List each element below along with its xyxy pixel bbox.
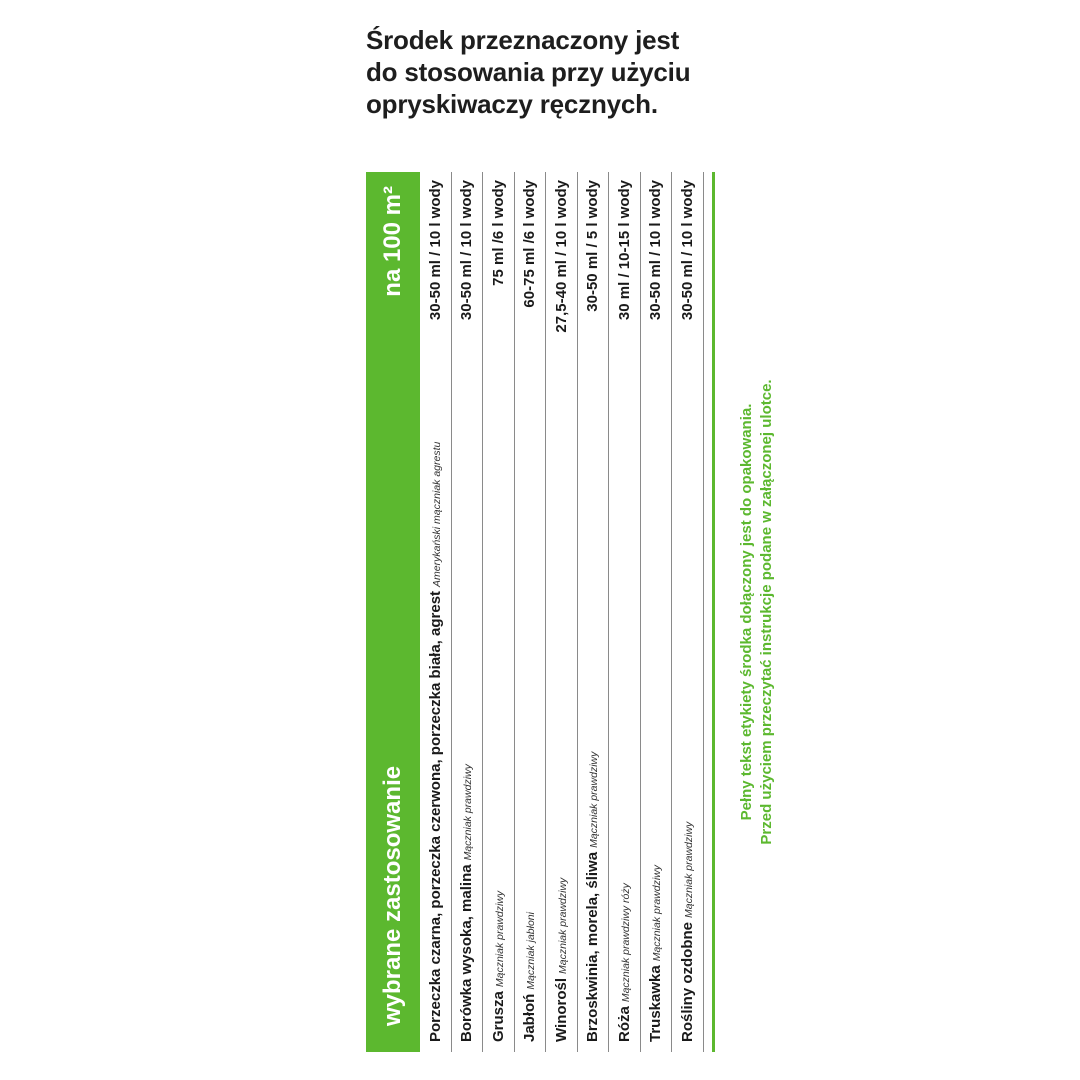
row-disease: Mączniak prawdziwy	[556, 877, 569, 974]
heading-line-3: opryskiwaczy ręcznych.	[366, 89, 658, 119]
row-crop: WinoroślMączniak prawdziwy	[552, 877, 570, 1042]
row-crop: Borówka wysoka, malinaMączniak prawdziwy	[458, 764, 476, 1042]
row-crop: TruskawkaMączniak prawdziwy	[647, 865, 665, 1042]
table-row	[483, 172, 515, 1052]
row-disease: Mączniak prawdziwy	[682, 821, 695, 918]
table-row	[546, 172, 578, 1052]
row-crop: Rośliny ozdobneMączniak prawdziwy	[678, 821, 696, 1042]
note-line-2: Przed użyciem przeczytać instrukcje podane w załączonej ulotce.	[757, 379, 775, 845]
row-disease: Mączniak prawdziwy	[493, 890, 506, 988]
row-dose: 60-75 ml /6 l wody	[521, 180, 539, 308]
row-crop: JabłońMączniak jabłoni	[521, 912, 539, 1042]
row-dose: 30-50 ml / 10 l wody	[458, 180, 476, 321]
row-crop: GruszaMączniak prawdziwy	[489, 890, 507, 1042]
row-disease: Mączniak prawdziwy	[588, 751, 601, 848]
row-disease: Mączniak prawdziwy	[462, 764, 475, 861]
table-row	[420, 172, 452, 1052]
row-dose: 30-50 ml / 10 l wody	[426, 180, 444, 321]
header-dose: na 100 m²	[379, 186, 406, 297]
table-row	[515, 172, 547, 1052]
row-crop: Porzeczka czarna, porzeczka czerwona, porzeczka biała, agrestAmerykański mączniak agrestu	[426, 441, 444, 1042]
table-header	[366, 172, 420, 1052]
heading-line-1: Środek przeznaczony jest	[366, 25, 680, 55]
table-row	[609, 172, 641, 1052]
row-dose: 30-50 ml / 10 l wody	[678, 180, 696, 321]
row-disease: Amerykański mączniak agrestu	[430, 441, 443, 587]
heading-line-2: do stosowania przy użyciu	[366, 57, 691, 87]
table-row	[578, 172, 610, 1052]
row-dose: 30-50 ml / 5 l wody	[584, 180, 602, 312]
row-dose: 30 ml / 10-15 l wody	[615, 180, 633, 321]
row-dose: 30-50 ml / 10 l wody	[647, 180, 665, 321]
table-row	[641, 172, 673, 1052]
row-crop: Brzoskwinia, morela, śliwaMączniak prawdziwy	[584, 751, 602, 1042]
note-line-1: Pełny tekst etykiety środka dołączony jest do opakowania.	[737, 403, 755, 821]
row-disease: Mączniak jabłoni	[525, 912, 538, 990]
row-disease: Mączniak prawdziwy	[651, 865, 664, 962]
row-dose: 75 ml /6 l wody	[489, 180, 507, 286]
table-body	[420, 172, 704, 1052]
label-note	[712, 172, 777, 1052]
table-row	[672, 172, 704, 1052]
table-row	[452, 172, 484, 1052]
row-crop: RóżaMączniak prawdziwy róży	[615, 883, 633, 1042]
dosage-table	[366, 172, 777, 1052]
heading	[366, 24, 786, 120]
rotated-table-block	[366, 172, 777, 1052]
row-disease: Mączniak prawdziwy róży	[619, 883, 632, 1003]
header-application: wybrane zastosowanie	[379, 765, 406, 1026]
row-dose: 27,5-40 ml / 10 l wody	[552, 180, 570, 333]
